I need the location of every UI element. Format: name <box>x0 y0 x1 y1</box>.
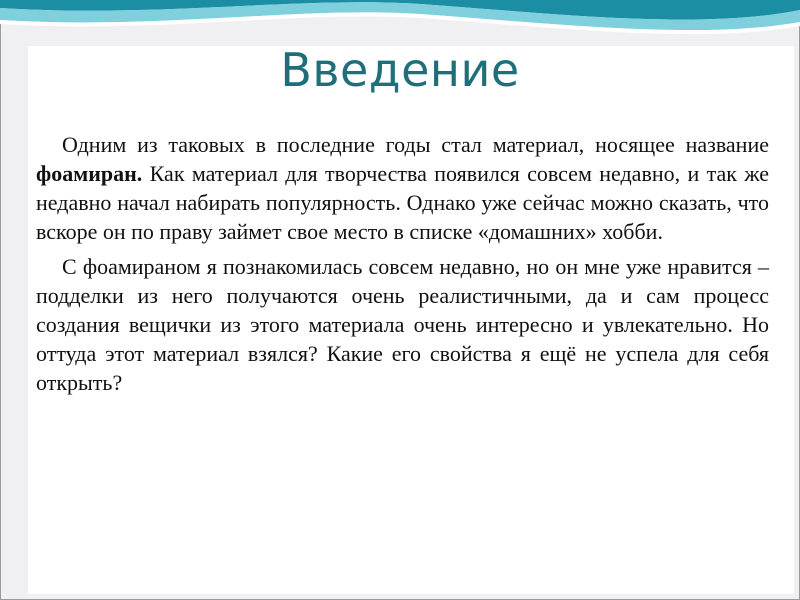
paragraph-1-bold-term: фоамиран. <box>36 161 143 186</box>
slide-body <box>36 130 769 403</box>
slide-title: Введение <box>280 43 520 97</box>
paragraph-2: С фоамираном я познакомилась совсем недавно, но он мне уже нравится – подделки из него получаются очень реалистичными, да и сам процесс создания вещички из этого материала очень интересно и увлекательно. Но оттуда этот материал взялся? Какие его свойства я ещё не успела для себя открыть? <box>36 254 769 395</box>
paragraph-1-text-a: Одним из таковых в последние годы стал материал, носящее название <box>62 132 769 157</box>
paragraph-1-text-b: Как материал для творчества появился совсем недавно, и так же недавно начал набирать популярность. Однако уже сейчас можно сказать, что вскоре он по праву займет свое место в списке «домашних» хобби. <box>36 161 769 244</box>
paragraph-1 <box>36 130 769 246</box>
